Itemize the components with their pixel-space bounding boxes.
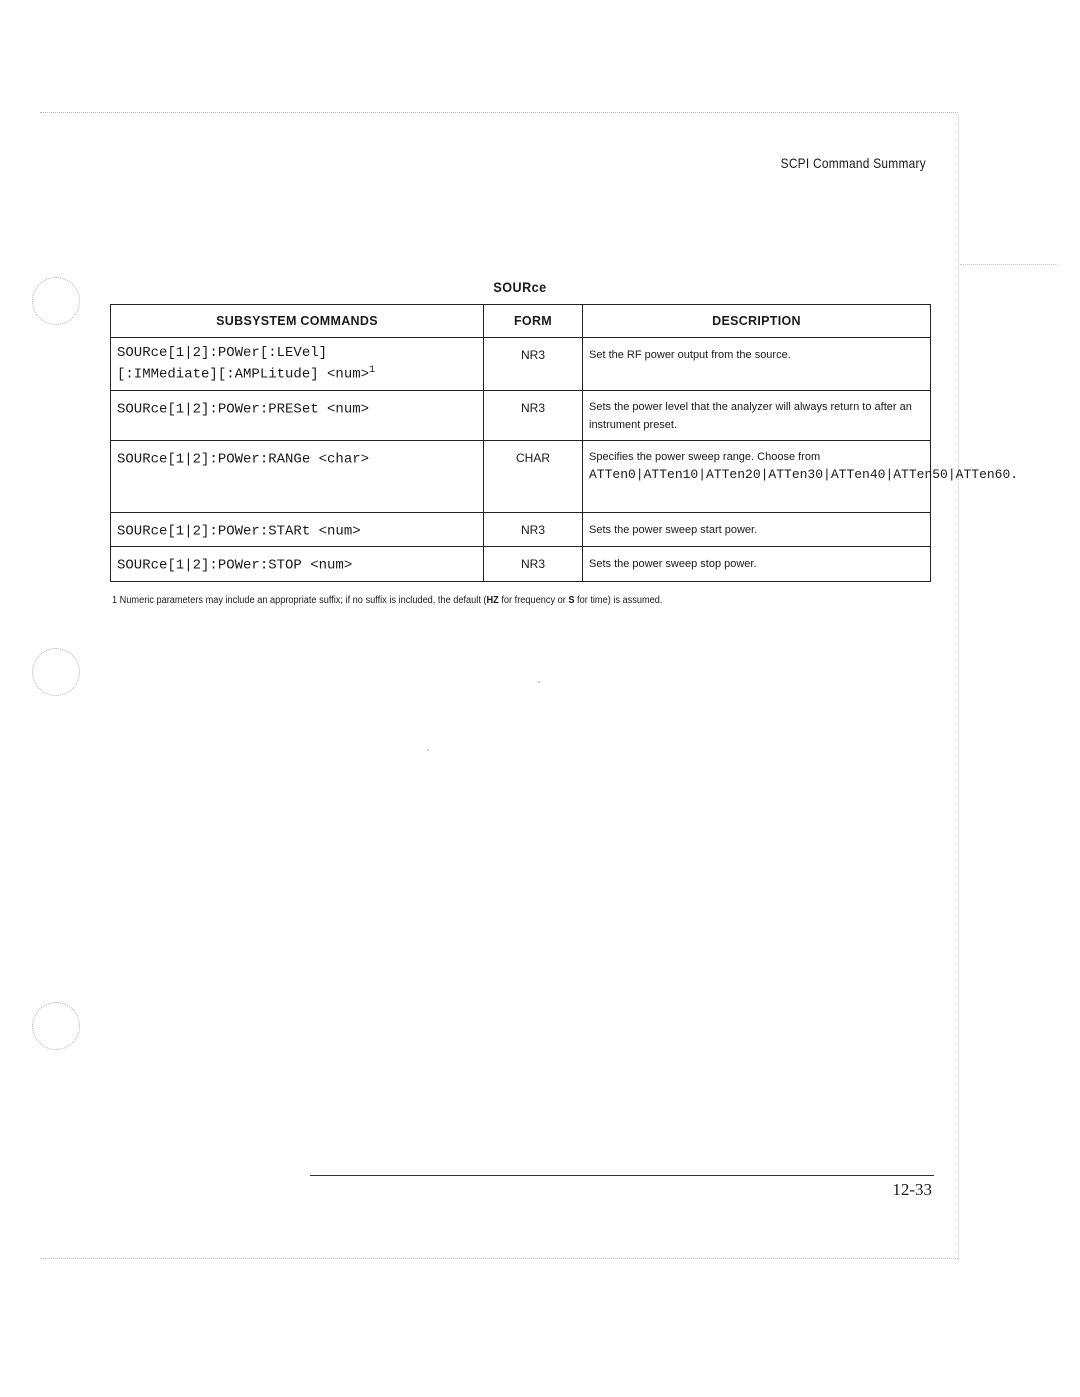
table-title: SOURce [493,279,547,295]
command-text: SOURce[1|2]:POWer[:LEVel] [:IMMediate][:AMPLitude] <num> [117,345,370,383]
table-header-row [111,305,931,338]
form-cell: NR3 [484,512,583,547]
command-cell [111,338,484,391]
description-text: Specifies the power sweep range. Choose from [589,450,821,463]
column-header-form: FORM [484,305,583,338]
scan-edge-bottom [40,1258,958,1259]
footnote-bold-hz: HZ [486,595,499,606]
table-row [111,512,931,547]
footnote-number: 1 [112,595,118,606]
command-text: SOURce[1|2]:POWer:STOP <num> [117,557,353,574]
description-text: Set the RF power output from the source. [589,349,791,361]
page-number: 12-33 [892,1180,932,1199]
command-cell [111,390,484,440]
description-text: Sets the power sweep start power. [589,523,758,536]
description-cell [583,338,931,391]
scan-edge-tick [960,264,1058,265]
table-row [111,338,931,391]
form-cell: NR3 [484,338,583,391]
command-text: SOURce[1|2]:POWer:STARt <num> [117,523,361,540]
scan-edge-top [40,112,958,113]
command-text: SOURce[1|2]:POWer:PRESet <num> [117,401,370,418]
punch-hole-bottom [32,1002,80,1050]
description-text: Sets the power level that the analyzer will always return to after an instrument preset. [589,400,912,431]
description-text: Sets the power sweep stop power. [589,558,757,571]
footnote-bold-s: S [568,595,575,606]
footer-rule [310,1175,934,1176]
command-cell [111,440,484,512]
table-row [111,440,931,512]
footnote [112,595,866,606]
form-cell: CHAR [484,440,583,512]
description-options: ATTen0|ATTen10|ATTen20|ATTen30|ATTen40|ATTen50|ATTen60. [589,466,1019,482]
column-header-description: DESCRIPTION [583,305,931,338]
punch-hole-middle [32,648,80,696]
table-row [111,547,931,582]
description-cell [583,440,1019,512]
column-header-commands: SUBSYSTEM COMMANDS [111,305,484,338]
command-cell [111,547,484,582]
description-cell [583,547,931,582]
description-cell [583,512,931,547]
description-cell [583,390,931,440]
running-header: SCPI Command Summary [780,155,926,171]
footnote-text: Numeric parameters may include an appropriate suffix; if no suffix is included, the default ( [119,595,487,606]
command-table [110,304,1019,582]
footnote-ref: 1 [369,365,376,376]
command-text: SOURce[1|2]:POWer:RANGe <char> [117,451,370,468]
form-cell: NR3 [484,390,583,440]
command-cell [111,512,484,547]
punch-hole-top [32,277,80,325]
footnote-text: for frequency or [498,595,569,606]
form-cell: NR3 [484,547,583,582]
footnote-text: for time) is assumed. [574,595,663,606]
scan-speck [427,749,429,751]
table-row [111,390,931,440]
scan-speck [538,681,540,683]
scan-edge-right [958,115,959,1260]
